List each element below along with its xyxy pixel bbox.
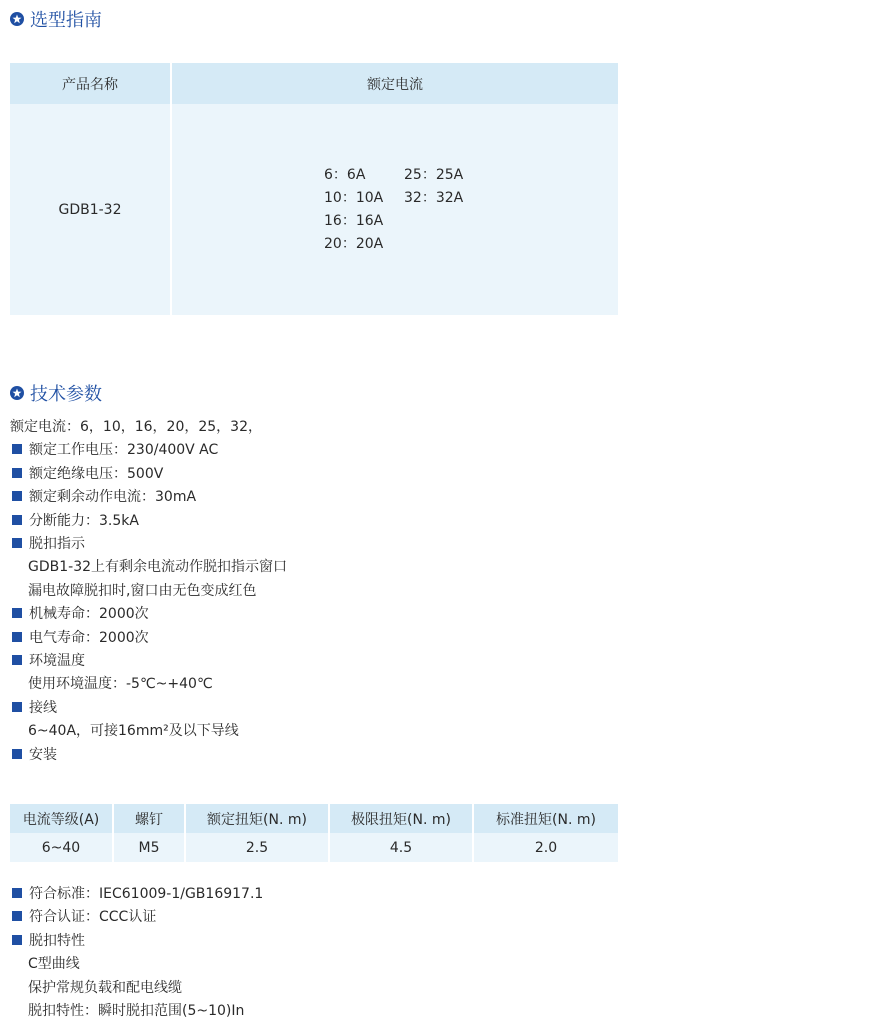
square-bullet-icon: [12, 702, 22, 712]
param-text: 脱扣特性：瞬时脱扣范围(5~10)In: [28, 1003, 245, 1019]
torque-table-row: [10, 833, 618, 862]
param-text-line: [28, 580, 256, 600]
star-icon: [10, 386, 24, 400]
bullet-param-item: [12, 533, 85, 553]
header-product-name: 产品名称: [10, 63, 172, 104]
param-text: 使用环境温度：-5℃~+40℃: [28, 676, 213, 693]
torque-table: [10, 804, 618, 862]
param-text: 脱扣指示: [29, 536, 85, 552]
param-text: 电气寿命：2000次: [29, 629, 149, 646]
param-text: 6~40A，可接16mm²及以下导线: [28, 723, 239, 740]
param-text: 环境温度: [29, 653, 85, 669]
rating-item: 10：10A: [324, 190, 384, 206]
param-text-line: [28, 1000, 244, 1020]
param-text-line: [10, 416, 262, 436]
cell-limit-torque: 4.5: [330, 833, 474, 862]
square-bullet-icon: [12, 468, 22, 478]
header-screw: 螺钉: [114, 804, 186, 833]
selection-title-text: 选型指南: [30, 10, 102, 31]
square-bullet-icon: [12, 608, 22, 618]
bullet-param-item: [12, 744, 57, 764]
tech-title-text: 技术参数: [30, 384, 102, 405]
param-text-line: [28, 673, 213, 693]
selection-table: [10, 63, 618, 315]
cell-screw: M5: [114, 833, 186, 862]
rating-item: [404, 235, 484, 253]
rating-item: 32：32A: [404, 190, 464, 206]
param-text: 机械寿命：2000次: [29, 606, 149, 623]
param-text: GDB1-32上有剩余电流动作脱扣指示窗口: [28, 559, 288, 576]
bullet-param-item: [12, 463, 163, 483]
square-bullet-icon: [12, 515, 22, 525]
bullet-param-item: [12, 439, 218, 459]
square-bullet-icon: [12, 491, 22, 501]
rating-item: 16：16A: [324, 213, 384, 229]
square-bullet-icon: [12, 888, 22, 898]
bullet-param-item: [12, 627, 149, 647]
param-text: 分断能力：3.5kA: [29, 512, 139, 529]
tech-params-title: [10, 380, 102, 406]
rating-cell: [172, 104, 618, 315]
bullet-param-item: [12, 883, 263, 903]
param-text: 符合标准：IEC61009-1/GB16917.1: [29, 886, 264, 902]
param-text: 安装: [29, 746, 57, 763]
param-text-line: [28, 556, 287, 576]
header-limit-torque: 极限扭矩(N. m): [330, 804, 474, 833]
rating-item: 20：20A: [324, 236, 384, 252]
param-text: 保护常规负载和配电线缆: [28, 979, 182, 996]
param-text: 额定工作电压：230/400V AC: [29, 442, 219, 459]
star-icon: [10, 12, 24, 26]
param-text: 额定绝缘电压：500V: [29, 465, 164, 482]
bullet-param-item: [12, 510, 139, 530]
param-text: 符合认证：CCC认证: [29, 909, 157, 926]
bullet-param-item: [12, 906, 156, 926]
header-rated-current: 额定电流: [367, 76, 423, 93]
square-bullet-icon: [12, 538, 22, 548]
bullet-param-item: [12, 697, 57, 717]
product-model: GDB1-32: [10, 104, 172, 315]
param-text: 额定剩余动作电流：30mA: [29, 489, 197, 506]
param-text: C型曲线: [28, 956, 80, 973]
torque-table-header: [10, 804, 618, 833]
param-text: 漏电故障脱扣时,窗口由无色变成红色: [28, 582, 257, 599]
square-bullet-icon: [12, 632, 22, 642]
param-text: 脱扣特性: [29, 932, 85, 949]
cell-standard-torque: 2.0: [534, 839, 558, 856]
selection-table-header: [10, 63, 618, 104]
square-bullet-icon: [12, 655, 22, 665]
rating-list: [324, 166, 484, 253]
param-text: 额定电流：6，10，16，20，25，32，: [10, 419, 262, 435]
cell-rated-torque: 2.5: [186, 833, 330, 862]
header-current-grade: 电流等级(A): [10, 804, 114, 833]
rating-item: 6：6A: [324, 167, 366, 183]
selection-table-row: [10, 104, 618, 315]
rating-item: [404, 212, 484, 230]
bullet-param-item: [12, 603, 149, 623]
header-rated-torque: 额定扭矩(N. m): [186, 804, 330, 833]
square-bullet-icon: [12, 444, 22, 454]
selection-guide-title: [10, 6, 102, 32]
square-bullet-icon: [12, 911, 22, 921]
header-standard-torque: 标准扭矩(N. m): [496, 811, 596, 828]
square-bullet-icon: [12, 935, 22, 945]
rating-item: 25：25A: [404, 167, 464, 183]
bullet-param-item: [12, 930, 85, 950]
param-text-line: [28, 977, 182, 997]
cell-current-grade: 6~40: [10, 833, 114, 862]
square-bullet-icon: [12, 749, 22, 759]
param-text-line: [28, 720, 239, 740]
param-text-line: [28, 953, 80, 973]
param-text: 接线: [29, 699, 57, 716]
bullet-param-item: [12, 650, 85, 670]
bullet-param-item: [12, 486, 196, 506]
